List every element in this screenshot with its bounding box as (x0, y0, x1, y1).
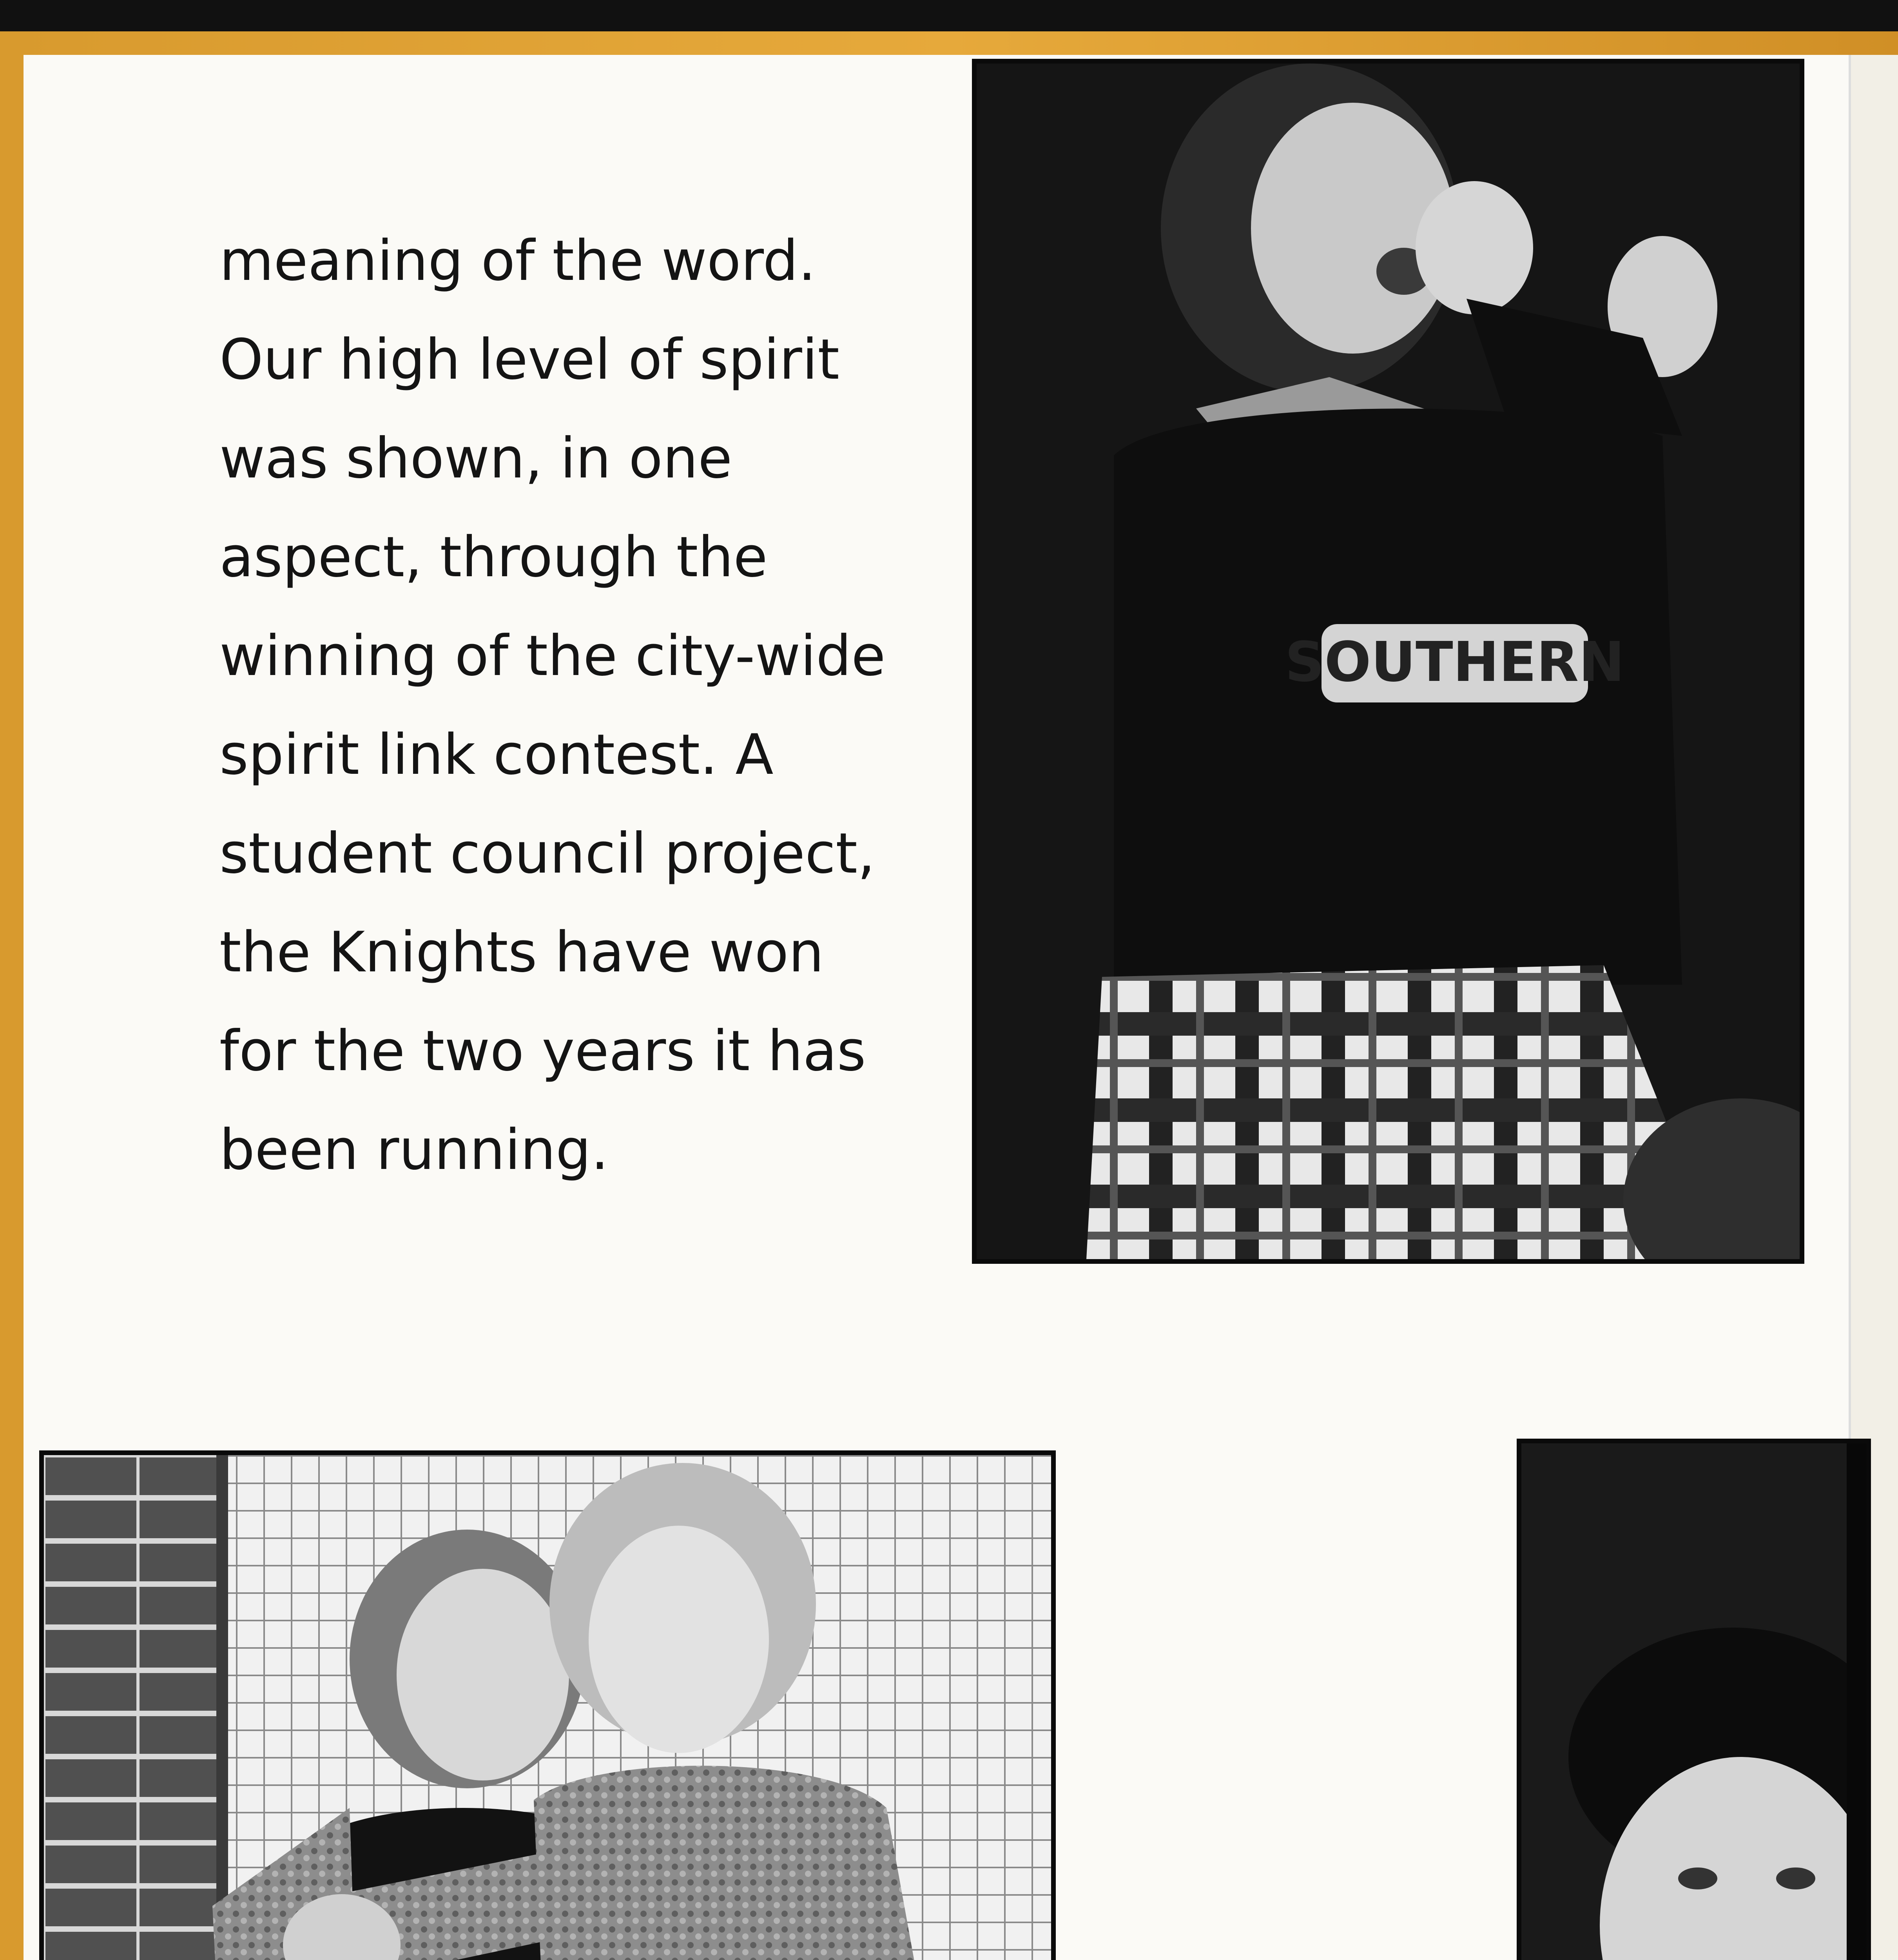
sweater-lettering: SOUTHERN (1285, 630, 1625, 694)
article-line: aspect, through the (219, 525, 768, 590)
article-line: the Knights have won (219, 920, 824, 985)
cheerleader-photo (972, 59, 1804, 1264)
article-line: been running. (219, 1118, 609, 1182)
two-students-photo (39, 1450, 1056, 1960)
article-line: winning of the city-wide (219, 624, 886, 688)
article-line: meaning of the word. (219, 229, 816, 293)
student-portrait-photo (1517, 1439, 1871, 1960)
article-text (219, 212, 1003, 1200)
article-line: was shown, in one (219, 426, 732, 491)
article-line: spirit link contest. A (219, 722, 774, 787)
article-line: student council project, (219, 821, 876, 886)
article-line: for the two years it has (219, 1019, 866, 1083)
article-line: Our high level of spirit (219, 327, 839, 392)
